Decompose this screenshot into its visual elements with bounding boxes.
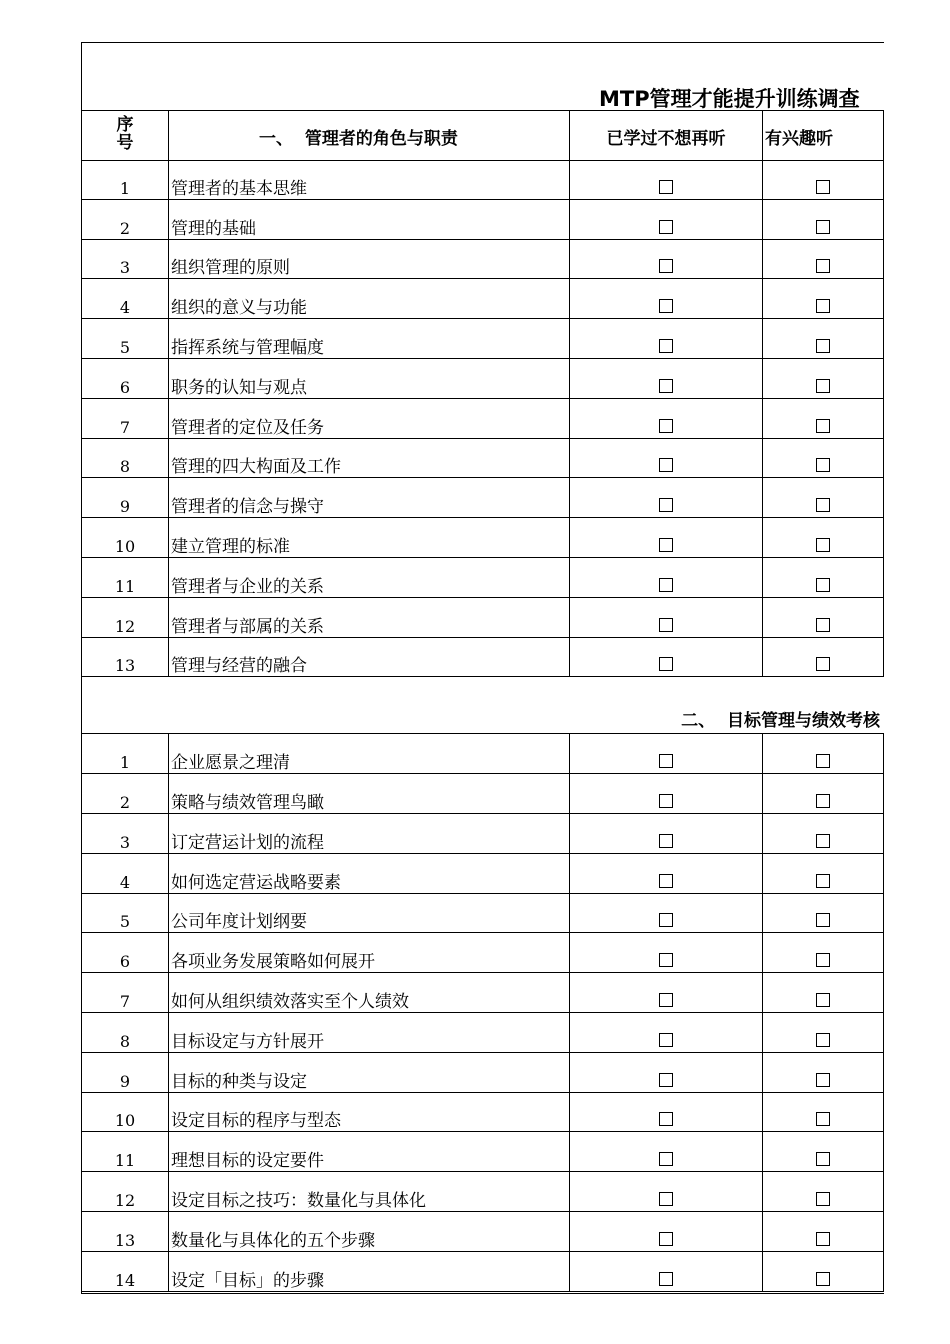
row-topic: 管理者的信念与操守 — [171, 497, 324, 518]
row-topic: 各项业务发展策略如何展开 — [171, 952, 375, 973]
row-topic: 如何选定营运战略要素 — [171, 872, 341, 893]
interested-checkbox[interactable] — [816, 874, 830, 888]
interested-checkbox[interactable] — [816, 180, 830, 194]
row-topic-cell — [169, 894, 570, 933]
already-learned-checkbox[interactable] — [659, 993, 673, 1007]
col-a-cell — [570, 200, 763, 239]
row-topic: 设定「目标」的步骤 — [171, 1270, 324, 1291]
table-row — [82, 1212, 884, 1252]
already-learned-checkbox[interactable] — [659, 657, 673, 671]
col-a-cell — [570, 734, 763, 773]
already-learned-checkbox[interactable] — [659, 339, 673, 353]
already-learned-checkbox[interactable] — [659, 834, 673, 848]
row-number-cell — [82, 734, 169, 773]
interested-checkbox[interactable] — [816, 754, 830, 768]
col-b-cell — [763, 279, 884, 318]
col-b-cell — [763, 1212, 884, 1251]
table-row — [82, 1132, 884, 1172]
row-number-cell — [82, 160, 169, 199]
already-learned-checkbox[interactable] — [659, 1192, 673, 1206]
table-row — [82, 1053, 884, 1093]
col-a-cell — [570, 518, 763, 557]
row-number: 7 — [119, 991, 131, 1011]
interested-checkbox[interactable] — [816, 578, 830, 592]
col-b-cell — [763, 1252, 884, 1291]
table-row — [82, 973, 884, 1013]
row-number: 6 — [119, 377, 131, 397]
interested-checkbox[interactable] — [816, 1112, 830, 1126]
interested-checkbox[interactable] — [816, 657, 830, 671]
col-a-cell — [570, 319, 763, 358]
row-topic-cell — [169, 638, 570, 677]
already-learned-checkbox[interactable] — [659, 578, 673, 592]
col-a-cell — [570, 1053, 763, 1092]
row-number-cell — [82, 478, 169, 517]
col-b-cell — [763, 973, 884, 1012]
col-a-cell — [570, 1013, 763, 1052]
already-learned-checkbox[interactable] — [659, 1152, 673, 1166]
row-topic-cell — [169, 1212, 570, 1251]
row-topic: 目标设定与方针展开 — [171, 1031, 324, 1052]
row-number: 8 — [119, 1031, 131, 1051]
table-row — [82, 478, 884, 518]
row-number: 7 — [119, 417, 131, 437]
row-number: 13 — [114, 656, 136, 676]
header-num-label: 序号 — [116, 115, 134, 153]
row-number-cell — [82, 359, 169, 398]
interested-checkbox[interactable] — [816, 339, 830, 353]
table-row — [82, 638, 884, 678]
table-row — [82, 734, 884, 774]
row-topic: 公司年度计划纲要 — [171, 912, 307, 933]
col-a-cell — [570, 240, 763, 279]
already-learned-checkbox[interactable] — [659, 1232, 673, 1246]
row-topic: 目标的种类与设定 — [171, 1071, 307, 1092]
row-number-cell — [82, 240, 169, 279]
header-row — [82, 110, 884, 161]
col-a-cell — [570, 1212, 763, 1251]
row-topic-cell — [169, 1252, 570, 1291]
header-col-a-cell — [570, 110, 763, 160]
already-learned-checkbox[interactable] — [659, 498, 673, 512]
row-topic-cell — [169, 1132, 570, 1171]
col-a-cell — [570, 598, 763, 637]
col-a-cell — [570, 558, 763, 597]
col-a-label: 已学过不想再听 — [606, 129, 726, 149]
col-b-cell — [763, 240, 884, 279]
row-number: 2 — [119, 218, 131, 238]
row-number-cell — [82, 558, 169, 597]
row-topic-cell — [169, 558, 570, 597]
col-b-cell — [763, 1053, 884, 1092]
col-a-cell — [570, 399, 763, 438]
col-a-cell — [570, 854, 763, 893]
already-learned-checkbox[interactable] — [659, 538, 673, 552]
col-b-cell — [763, 558, 884, 597]
row-number-cell — [82, 1132, 169, 1171]
already-learned-checkbox[interactable] — [659, 180, 673, 194]
col-a-cell — [570, 359, 763, 398]
already-learned-checkbox[interactable] — [659, 874, 673, 888]
col-b-cell — [763, 1132, 884, 1171]
row-topic-cell — [169, 933, 570, 972]
interested-checkbox[interactable] — [816, 913, 830, 927]
row-topic: 设定目标的程序与型态 — [171, 1111, 341, 1132]
header-num-cell — [82, 110, 169, 160]
col-b-cell — [763, 200, 884, 239]
col-b-cell — [763, 854, 884, 893]
table-row — [82, 279, 884, 319]
already-learned-checkbox[interactable] — [659, 458, 673, 472]
row-topic-cell — [169, 1013, 570, 1052]
row-number-cell — [82, 518, 169, 557]
col-b-cell — [763, 598, 884, 637]
already-learned-checkbox[interactable] — [659, 913, 673, 927]
row-topic: 订定营运计划的流程 — [171, 832, 324, 853]
row-number: 12 — [114, 1190, 136, 1210]
row-number: 13 — [114, 1230, 136, 1250]
interested-checkbox[interactable] — [816, 834, 830, 848]
row-topic: 策略与绩效管理鸟瞰 — [171, 792, 324, 813]
interested-checkbox[interactable] — [816, 220, 830, 234]
row-topic-cell — [169, 1172, 570, 1211]
col-a-cell — [570, 973, 763, 1012]
section2-title-row — [82, 677, 884, 734]
interested-checkbox[interactable] — [816, 953, 830, 967]
row-topic: 建立管理的标准 — [171, 536, 290, 557]
col-a-cell — [570, 160, 763, 199]
already-learned-checkbox[interactable] — [659, 379, 673, 393]
row-topic: 管理者与企业的关系 — [171, 576, 324, 597]
row-number-cell — [82, 1053, 169, 1092]
row-number: 1 — [119, 753, 131, 773]
interested-checkbox[interactable] — [816, 299, 830, 313]
col-b-cell — [763, 359, 884, 398]
col-b-cell — [763, 1013, 884, 1052]
row-topic-cell — [169, 854, 570, 893]
header-col-b-cell — [763, 110, 884, 160]
table-row — [82, 160, 884, 200]
already-learned-checkbox[interactable] — [659, 953, 673, 967]
row-topic-cell — [169, 279, 570, 318]
row-number-cell — [82, 814, 169, 853]
row-number: 2 — [119, 792, 131, 812]
row-number: 1 — [119, 178, 131, 198]
row-topic: 组织的意义与功能 — [171, 298, 307, 319]
row-topic: 职务的认知与观点 — [171, 377, 307, 398]
interested-checkbox[interactable] — [816, 1272, 830, 1286]
col-b-cell — [763, 734, 884, 773]
interested-checkbox[interactable] — [816, 458, 830, 472]
row-number: 10 — [114, 1111, 136, 1131]
col-a-cell — [570, 1252, 763, 1291]
row-number: 5 — [119, 912, 131, 932]
col-b-cell — [763, 933, 884, 972]
col-a-cell — [570, 894, 763, 933]
row-topic: 数量化与具体化的五个步骤 — [171, 1230, 375, 1251]
row-number: 11 — [114, 576, 136, 596]
table-row — [82, 558, 884, 598]
col-b-cell — [763, 319, 884, 358]
row-topic: 设定目标之技巧：数量化与具体化 — [171, 1190, 426, 1211]
interested-checkbox[interactable] — [816, 618, 830, 632]
table-row — [82, 854, 884, 894]
row-number-cell — [82, 598, 169, 637]
row-topic: 管理者的定位及任务 — [171, 417, 324, 438]
table-row — [82, 1172, 884, 1212]
interested-checkbox[interactable] — [816, 1232, 830, 1246]
row-topic-cell — [169, 319, 570, 358]
already-learned-checkbox[interactable] — [659, 1272, 673, 1286]
row-number: 11 — [114, 1151, 136, 1171]
row-number-cell — [82, 1172, 169, 1211]
row-number: 9 — [119, 1071, 131, 1091]
row-number-cell — [82, 1212, 169, 1251]
row-number: 4 — [119, 298, 131, 318]
row-topic-cell — [169, 518, 570, 557]
already-learned-checkbox[interactable] — [659, 618, 673, 632]
table-row — [82, 439, 884, 479]
row-number-cell — [82, 1252, 169, 1291]
row-number: 6 — [119, 952, 131, 972]
col-b-cell — [763, 774, 884, 813]
row-number: 8 — [119, 457, 131, 477]
row-number: 4 — [119, 872, 131, 892]
row-topic-cell — [169, 240, 570, 279]
row-number-cell — [82, 399, 169, 438]
row-number-cell — [82, 319, 169, 358]
row-topic: 组织管理的原则 — [171, 258, 290, 279]
col-b-cell — [763, 518, 884, 557]
row-number: 10 — [114, 536, 136, 556]
table-row — [82, 240, 884, 280]
row-topic-cell — [169, 399, 570, 438]
col-a-cell — [570, 439, 763, 478]
row-topic: 管理的四大构面及工作 — [171, 457, 341, 478]
already-learned-checkbox[interactable] — [659, 794, 673, 808]
row-topic: 企业愿景之理清 — [171, 753, 290, 774]
col-b-cell — [763, 814, 884, 853]
row-number-cell — [82, 1093, 169, 1132]
row-topic-cell — [169, 359, 570, 398]
section1-title: 一、 管理者的角色与职责 — [259, 129, 458, 149]
row-number-cell — [82, 854, 169, 893]
col-a-cell — [570, 1172, 763, 1211]
table-row — [82, 518, 884, 558]
col-b-label: 有兴趣听 — [765, 129, 833, 149]
row-number: 3 — [119, 832, 131, 852]
col-b-cell — [763, 894, 884, 933]
interested-checkbox[interactable] — [816, 1152, 830, 1166]
already-learned-checkbox[interactable] — [659, 1112, 673, 1126]
row-number: 12 — [114, 616, 136, 636]
row-topic-cell — [169, 774, 570, 813]
table-row — [82, 933, 884, 973]
already-learned-checkbox[interactable] — [659, 220, 673, 234]
col-b-cell — [763, 160, 884, 199]
interested-checkbox[interactable] — [816, 1073, 830, 1087]
row-topic-cell — [169, 160, 570, 199]
row-topic: 理想目标的设定要件 — [171, 1151, 324, 1172]
row-number-cell — [82, 973, 169, 1012]
table-row — [82, 598, 884, 638]
row-topic: 管理的基础 — [171, 218, 256, 239]
row-number: 9 — [119, 497, 131, 517]
row-topic-cell — [169, 734, 570, 773]
already-learned-checkbox[interactable] — [659, 754, 673, 768]
row-topic: 管理者的基本思维 — [171, 178, 307, 199]
col-a-cell — [570, 774, 763, 813]
interested-checkbox[interactable] — [816, 1033, 830, 1047]
row-number: 3 — [119, 258, 131, 278]
col-a-cell — [570, 478, 763, 517]
col-a-cell — [570, 814, 763, 853]
row-topic: 管理与经营的融合 — [171, 656, 307, 677]
row-number-cell — [82, 279, 169, 318]
table-row — [82, 399, 884, 439]
already-learned-checkbox[interactable] — [659, 299, 673, 313]
interested-checkbox[interactable] — [816, 538, 830, 552]
col-b-cell — [763, 439, 884, 478]
survey-sheet — [81, 42, 884, 1294]
col-a-cell — [570, 638, 763, 677]
row-topic-cell — [169, 973, 570, 1012]
row-topic-cell — [169, 478, 570, 517]
row-number-cell — [82, 933, 169, 972]
table-row — [82, 1252, 884, 1292]
already-learned-checkbox[interactable] — [659, 259, 673, 273]
col-a-cell — [570, 1132, 763, 1171]
row-topic: 指挥系统与管理幅度 — [171, 337, 324, 358]
row-topic-cell — [169, 200, 570, 239]
interested-checkbox[interactable] — [816, 794, 830, 808]
row-number-cell — [82, 638, 169, 677]
already-learned-checkbox[interactable] — [659, 1033, 673, 1047]
interested-checkbox[interactable] — [816, 419, 830, 433]
col-a-cell — [570, 1093, 763, 1132]
row-topic: 如何从组织绩效落实至个人绩效 — [171, 991, 409, 1012]
col-a-cell — [570, 279, 763, 318]
row-topic: 管理者与部属的关系 — [171, 616, 324, 637]
interested-checkbox[interactable] — [816, 993, 830, 1007]
already-learned-checkbox[interactable] — [659, 419, 673, 433]
table-row — [82, 200, 884, 240]
section2-title: 二、 目标管理与绩效考核 — [681, 711, 880, 732]
col-b-cell — [763, 478, 884, 517]
header-section1-cell — [169, 110, 570, 160]
table-row — [82, 1093, 884, 1133]
row-topic-cell — [169, 1093, 570, 1132]
col-a-cell — [570, 933, 763, 972]
table-row — [82, 894, 884, 934]
row-number-cell — [82, 774, 169, 813]
row-topic-cell — [169, 439, 570, 478]
row-topic-cell — [169, 814, 570, 853]
row-number-cell — [82, 439, 169, 478]
table-row — [82, 359, 884, 399]
interested-checkbox[interactable] — [816, 1192, 830, 1206]
interested-checkbox[interactable] — [816, 259, 830, 273]
col-b-cell — [763, 1093, 884, 1132]
title-row — [82, 43, 884, 111]
page-title: MTP管理才能提升训练调查 — [599, 87, 860, 111]
row-number: 5 — [119, 337, 131, 357]
row-number-cell — [82, 1013, 169, 1052]
row-number-cell — [82, 200, 169, 239]
row-number: 14 — [114, 1270, 136, 1290]
interested-checkbox[interactable] — [816, 379, 830, 393]
col-b-cell — [763, 1172, 884, 1211]
row-topic-cell — [169, 598, 570, 637]
table-row — [82, 774, 884, 814]
table-row — [82, 814, 884, 854]
table-row — [82, 319, 884, 359]
already-learned-checkbox[interactable] — [659, 1073, 673, 1087]
row-number-cell — [82, 894, 169, 933]
row-topic-cell — [169, 1053, 570, 1092]
table-row — [82, 1013, 884, 1053]
col-b-cell — [763, 638, 884, 677]
col-b-cell — [763, 399, 884, 438]
interested-checkbox[interactable] — [816, 498, 830, 512]
